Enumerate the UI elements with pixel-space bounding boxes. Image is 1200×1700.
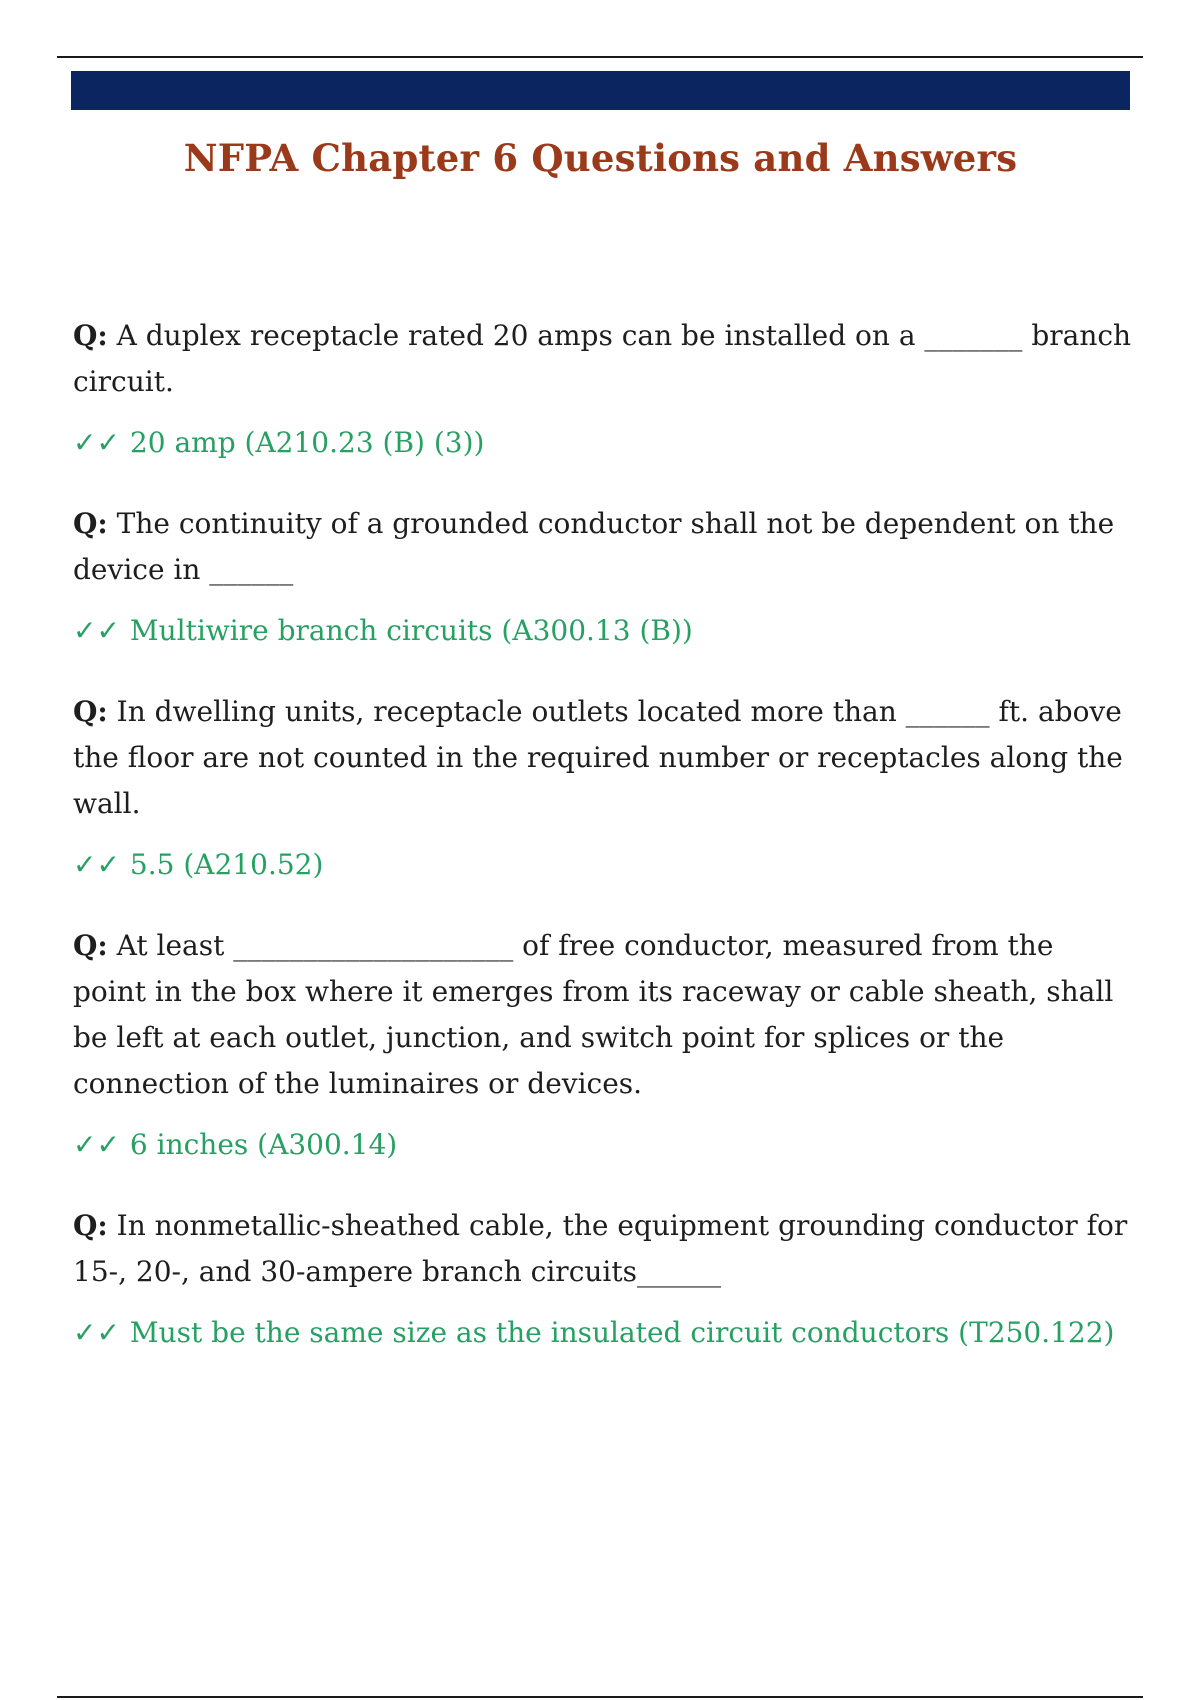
question [73, 1203, 1133, 1295]
answer-text: 6 inches (A300.14) [129, 1128, 398, 1161]
question-text: At least ____________________ of free conductor, measured from the point in the box where it emerges from its raceway or cable sheath, shall be left at each outlet, junction, and switch point for splices or the connection of the luminaires or devices. [73, 929, 1114, 1100]
double-check-icon: ✓✓ [73, 426, 120, 459]
qa-item [73, 923, 1133, 1165]
double-check-icon: ✓✓ [73, 614, 120, 647]
question-text: The continuity of a grounded conductor shall not be dependent on the device in ______ [73, 507, 1115, 586]
qa-item [73, 313, 1133, 463]
qa-item [73, 1203, 1133, 1353]
question-label: Q: [73, 507, 108, 540]
question [73, 923, 1133, 1107]
answer-text: Must be the same size as the insulated circuit conductors (T250.122) [129, 1316, 1115, 1349]
question-label: Q: [73, 929, 108, 962]
question-label: Q: [73, 1209, 108, 1242]
qa-item [73, 501, 1133, 651]
question [73, 501, 1133, 593]
qa-item [73, 689, 1133, 885]
header-band [71, 71, 1130, 110]
question-text: In nonmetallic-sheathed cable, the equipment grounding conductor for 15-, 20-, and 30-ampere branch circuits______ [73, 1209, 1128, 1288]
answer [73, 1125, 1133, 1165]
answer [73, 1313, 1133, 1353]
answer [73, 845, 1133, 885]
question-label: Q: [73, 695, 108, 728]
answer [73, 423, 1133, 463]
answer-text: 20 amp (A210.23 (B) (3)) [129, 426, 485, 459]
double-check-icon: ✓✓ [73, 848, 120, 881]
bottom-rule [57, 1696, 1143, 1698]
answer-text: 5.5 (A210.52) [129, 848, 324, 881]
question-text: A duplex receptacle rated 20 amps can be installed on a _______ branch circuit. [73, 319, 1132, 398]
page-title: NFPA Chapter 6 Questions and Answers [183, 136, 1018, 180]
question [73, 689, 1133, 827]
answer [73, 611, 1133, 651]
qa-list [73, 313, 1133, 1391]
double-check-icon: ✓✓ [73, 1316, 120, 1349]
answer-text: Multiwire branch circuits (A300.13 (B)) [129, 614, 693, 647]
top-rule [57, 56, 1143, 58]
double-check-icon: ✓✓ [73, 1128, 120, 1161]
question-text: In dwelling units, receptacle outlets located more than ______ ft. above the floor are not counted in the required number or receptacles along the wall. [73, 695, 1123, 820]
question-label: Q: [73, 319, 108, 352]
question [73, 313, 1133, 405]
